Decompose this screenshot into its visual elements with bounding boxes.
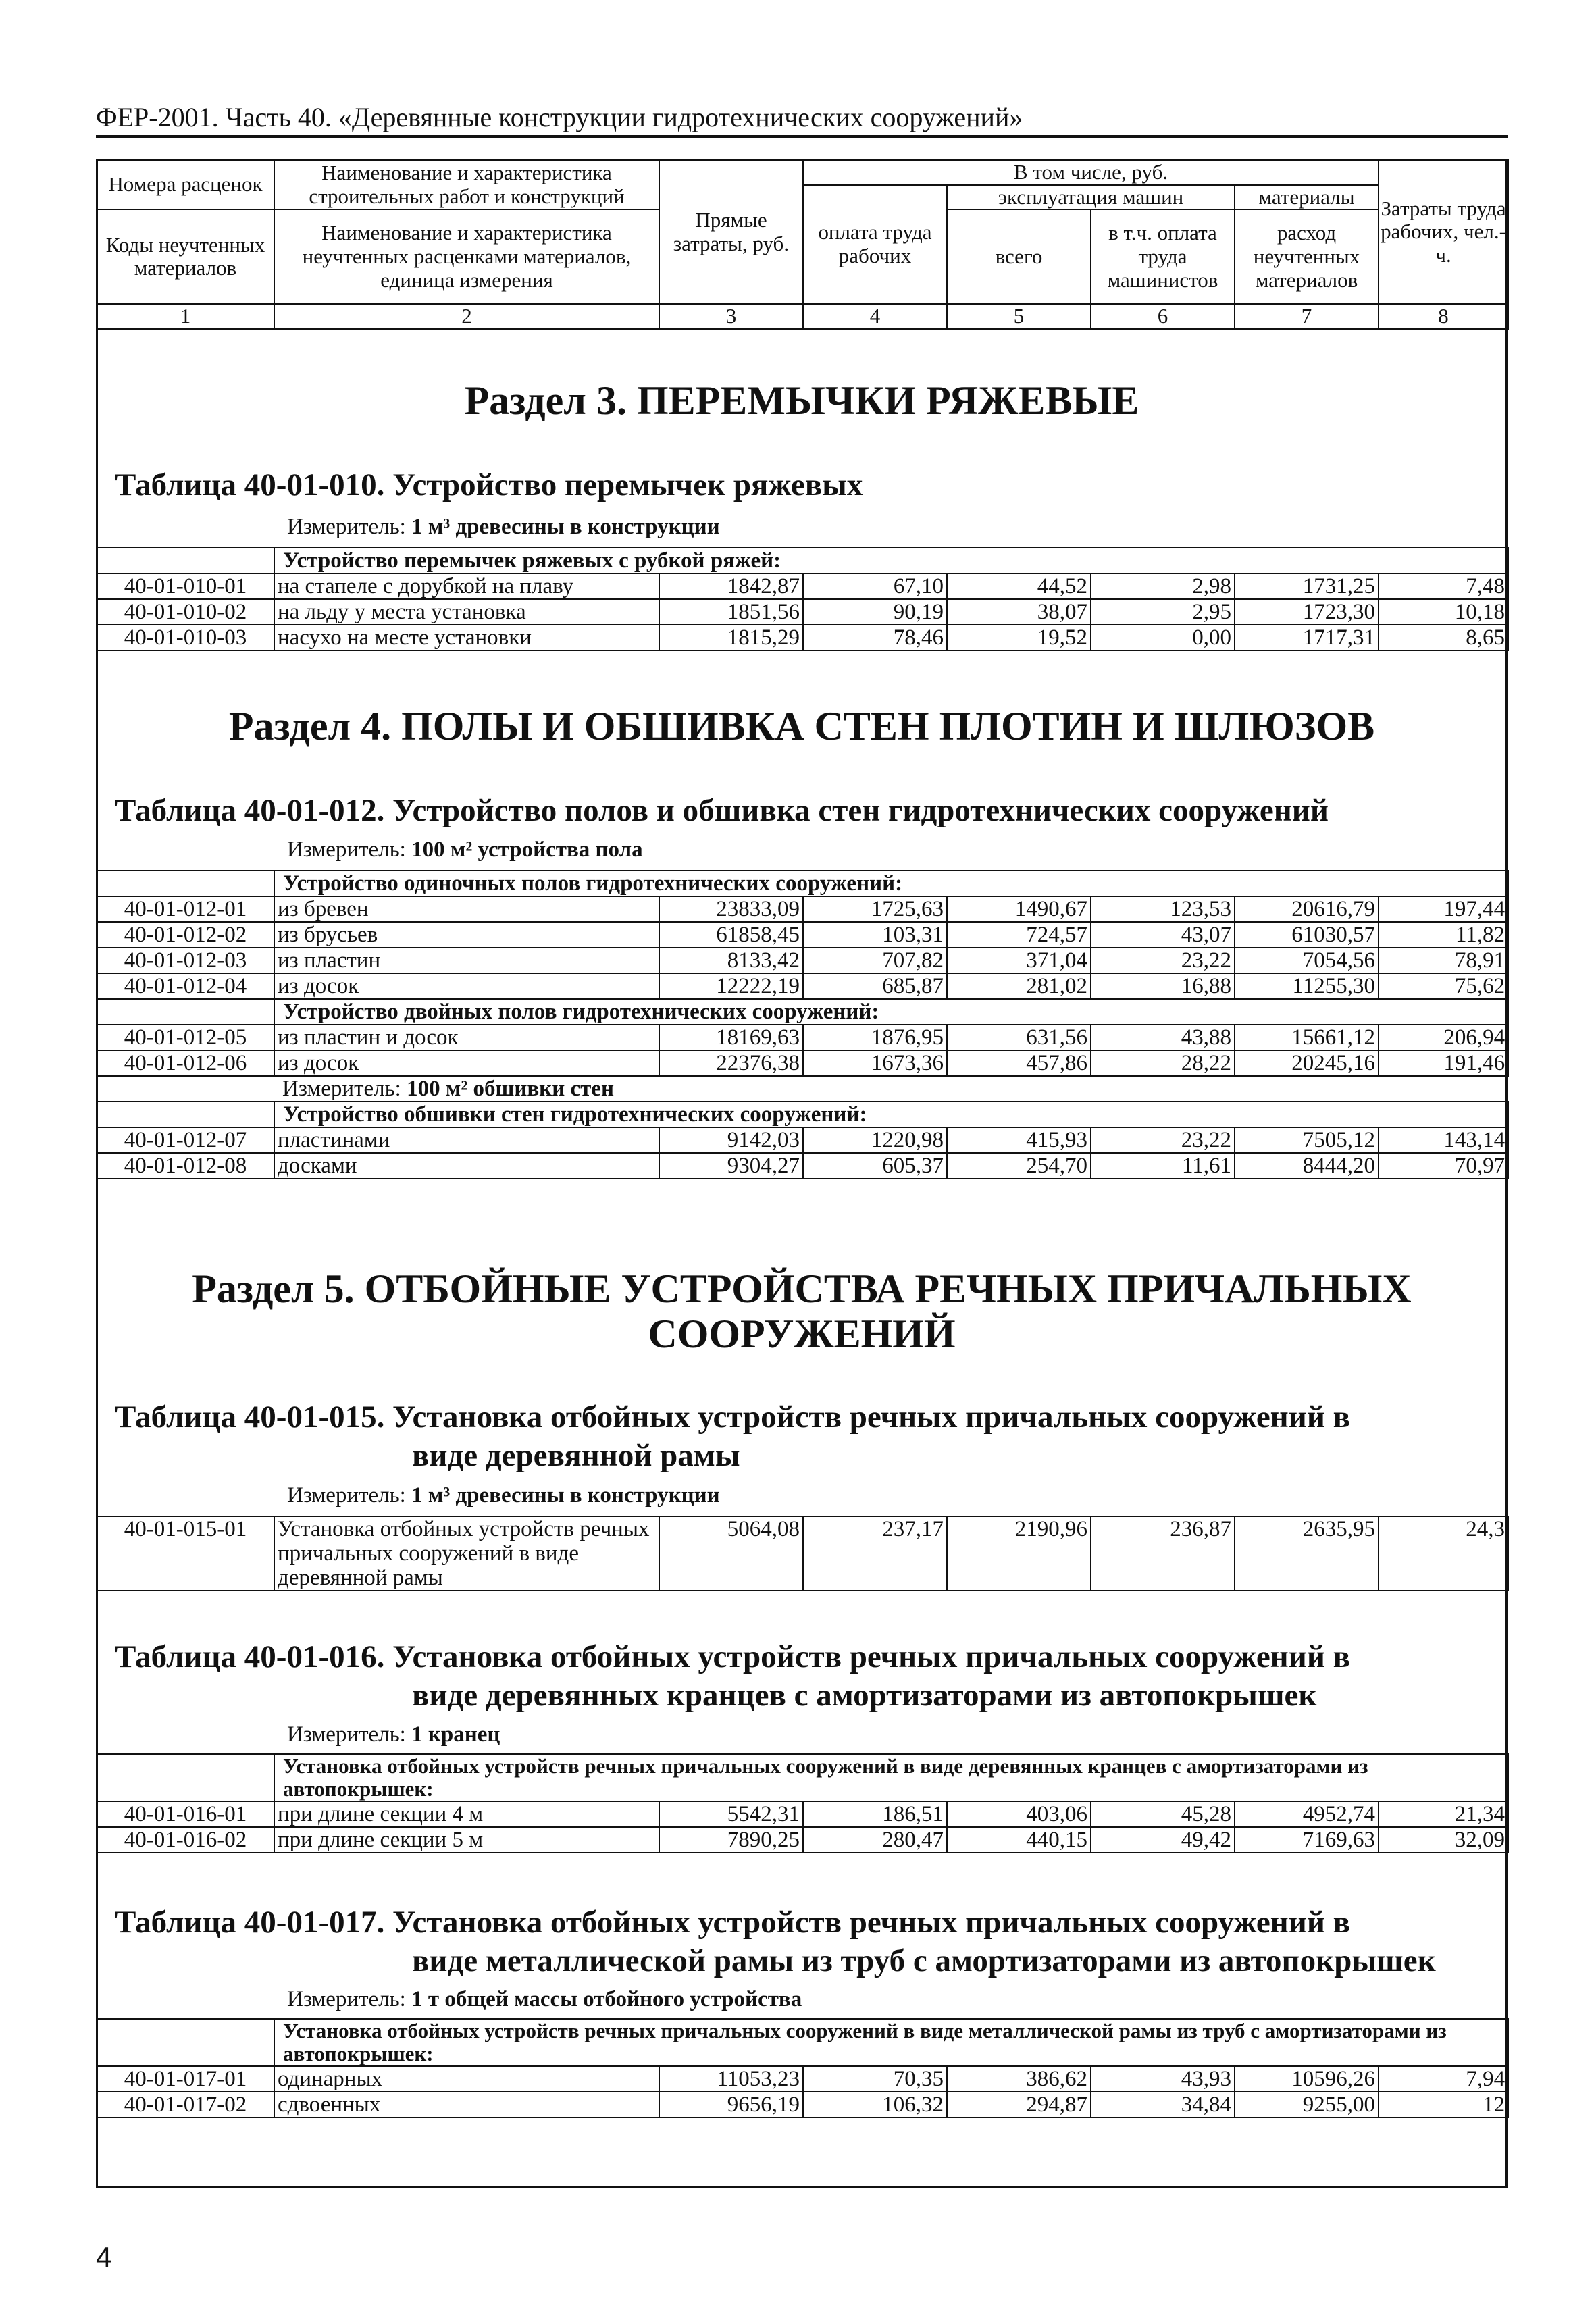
group-heading: Устройство обшивки стен гидротехнических сооружений:: [274, 1102, 1508, 1127]
table-row: 40-01-016-02 при длине секции 5 м 7890,25 280,47 440,15 49,42 7169,63 32,09: [97, 1827, 1508, 1853]
table-012-title: Таблица 40-01-012. Устройство полов и обшивка стен гидротехнических сооружений: [115, 793, 1329, 828]
header-materials: материалы: [1235, 185, 1379, 210]
measure-value: 1 м³ древесины в конструкции: [411, 515, 720, 539]
section-5-title-line-1: Раздел 5. ОТБОЙНЫЕ УСТРОЙСТВА РЕЧНЫХ ПРИЧАЛЬНЫХ: [192, 1266, 1412, 1311]
column-header-table: [96, 159, 1509, 330]
table-015-measure: Измеритель: 1 м³ древесины в конструкции: [287, 1483, 720, 1508]
table-015: [96, 1516, 1509, 1591]
section-5-title: [96, 1266, 1508, 1357]
table-row: 40-01-012-03 из пластин 8133,42 707,82 371,04 23,22 7054,56 78,91: [97, 948, 1508, 973]
measure-value: 1 м³ древесины в конструкции: [411, 1483, 720, 1508]
table-row: 40-01-016-01 при длине секции 4 м 5542,31 186,51 403,06 45,28 4952,74 21,34: [97, 1801, 1508, 1827]
table-017-title-line-1: Таблица 40-01-017. Установка отбойных устройств речных причальных сооружений в: [115, 1905, 1351, 1940]
table-row: 40-01-012-06 из досок 22376,38 1673,36 457,86 28,22 20245,16 191,46: [97, 1050, 1508, 1076]
table-row: 40-01-010-01 на стапеле с дорубкой на плаву 1842,87 67,10 44,52 2,98 1731,25 7,48: [97, 573, 1508, 599]
section-3-title: Раздел 3. ПЕРЕМЫЧКИ РЯЖЕВЫЕ: [464, 378, 1139, 423]
group-heading: Установка отбойных устройств речных причальных сооружений в виде металлической рамы из труб с амортизаторами из автопокрышек:: [274, 2019, 1508, 2066]
measure-label: Измеритель:: [287, 838, 406, 862]
header-direct-costs: Прямые затраты, руб.: [659, 160, 803, 304]
table-010-measure: [287, 515, 720, 540]
table-row: 40-01-017-02 сдвоенных 9656,19 106,32 294,87 34,84 9255,00 12: [97, 2092, 1508, 2117]
header-work-name: Наименование и характеристика строительных работ и конструкций: [274, 160, 659, 209]
header-material-name: Наименование и характеристика неучтенных расценками материалов, единица измерения: [274, 209, 659, 304]
measure-value: 100 м² устройства пола: [411, 838, 643, 862]
header-machines: эксплуатация машин: [947, 185, 1235, 210]
measure-label: Измеритель:: [287, 515, 406, 539]
table-row: 40-01-012-08 досками 9304,27 605,37 254,70 11,61 8444,20 70,97: [97, 1153, 1508, 1179]
table-016-title-line-1: Таблица 40-01-016. Установка отбойных устройств речных причальных сооружений в: [115, 1639, 1351, 1674]
col-number: 1: [97, 304, 274, 329]
col-number: 8: [1379, 304, 1508, 329]
header-including: В том числе, руб.: [803, 160, 1379, 185]
table-016-title: [115, 1638, 1493, 1716]
table-017-title-line-2: виде металлической рамы из труб с амортизаторами из автопокрышек: [412, 1943, 1436, 1979]
header-machines-total: всего: [947, 209, 1091, 304]
col-number: 3: [659, 304, 803, 329]
table-row: 40-01-012-01 из бревен 23833,09 1725,63 1490,67 123,53 20616,79 197,44: [97, 896, 1508, 922]
table-012-measure-2: Измеритель: 100 м² обшивки стен: [282, 1077, 614, 1101]
header-rates-number: Номера расценок: [97, 160, 274, 209]
page-number: 4: [96, 2241, 112, 2273]
group-heading: Устройство двойных полов гидротехнических сооружений:: [274, 999, 1508, 1025]
section-5-title-line-2: СООРУЖЕНИЙ: [648, 1312, 956, 1357]
table-row: 40-01-012-04 из досок 12222,19 685,87 281,02 16,88 11255,30 75,62: [97, 973, 1508, 999]
group-heading: Устройство одиночных полов гидротехнических сооружений:: [274, 871, 1508, 896]
group-heading: Устройство перемычек ряжевых с рубкой ряжей:: [274, 548, 1508, 573]
table-row: 40-01-012-05 из пластин и досок 18169,63 1876,95 631,56 43,88 15661,12 206,94: [97, 1025, 1508, 1050]
header-rule: [96, 135, 1508, 138]
table-016: [96, 1753, 1509, 1853]
table-row: 40-01-015-01 Установка отбойных устройств речных причальных сооружений в виде деревянной рамы 5064,08 237,17 2190,96 236,87 2635,95 24,3: [97, 1516, 1508, 1591]
col-number: 7: [1235, 304, 1379, 329]
table-016-title-line-2: виде деревянных кранцев с амортизаторами из автопокрышек: [412, 1678, 1317, 1714]
table-010: [96, 547, 1509, 651]
table-017-measure: Измеритель: 1 т общей массы отбойного устройства: [287, 1987, 802, 2011]
table-row: 40-01-010-03 насухо на месте установки 1815,29 78,46 19,52 0,00 1717,31 8,65: [97, 625, 1508, 650]
table-015-title: [115, 1398, 1493, 1476]
section-4-title: Раздел 4. ПОЛЫ И ОБШИВКА СТЕН ПЛОТИН И ШЛЮЗОВ: [228, 704, 1375, 748]
table-010-title: Таблица 40-01-010. Устройство перемычек ряжевых: [115, 467, 863, 503]
table-012: [96, 870, 1509, 1179]
header-codes: Коды неучтенных материалов: [97, 209, 274, 304]
table-row: 40-01-012-02 из брусьев 61858,45 103,31 724,57 43,07 61030,57 11,82: [97, 922, 1508, 948]
measure-value: 1 т общей массы отбойного устройства: [411, 1987, 802, 2011]
header-material-usage: расход неучтенных материалов: [1235, 209, 1379, 304]
measure-value: 1 кранец: [411, 1722, 500, 1747]
table-012-measure: [287, 838, 643, 863]
table-row: 40-01-012-07 пластинами 9142,03 1220,98 415,93 23,22 7505,12 143,14: [97, 1127, 1508, 1153]
col-number: 4: [803, 304, 947, 329]
col-number: 2: [274, 304, 659, 329]
col-number: 5: [947, 304, 1091, 329]
col-number: 6: [1091, 304, 1235, 329]
table-016-measure: Измеритель: 1 кранец: [287, 1722, 500, 1747]
header-machinist-wages: в т.ч. оплата труда машинистов: [1091, 209, 1235, 304]
header-labor: Затраты труда рабочих, чел.-ч.: [1379, 160, 1508, 304]
page-header: ФЕР-2001. Часть 40. «Деревянные конструкции гидротехнических сооружений»: [96, 102, 1023, 132]
table-015-title-line-2: виде деревянной рамы: [412, 1438, 740, 1474]
table-015-title-line-1: Таблица 40-01-015. Установка отбойных устройств речных причальных сооружений в: [115, 1399, 1351, 1435]
table-row: 40-01-017-01 одинарных 11053,23 70,35 386,62 43,93 10596,26 7,94: [97, 2066, 1508, 2092]
table-017-title: [115, 1903, 1493, 1981]
table-017: [96, 2018, 1509, 2118]
table-row: 40-01-010-02 на льду у места установка 1851,56 90,19 38,07 2,95 1723,30 10,18: [97, 599, 1508, 625]
group-heading: Установка отбойных устройств речных причальных сооружений в виде деревянных кранцев с амортизаторами из автопокрышек:: [274, 1754, 1508, 1801]
header-wages: оплата труда рабочих: [803, 185, 947, 305]
